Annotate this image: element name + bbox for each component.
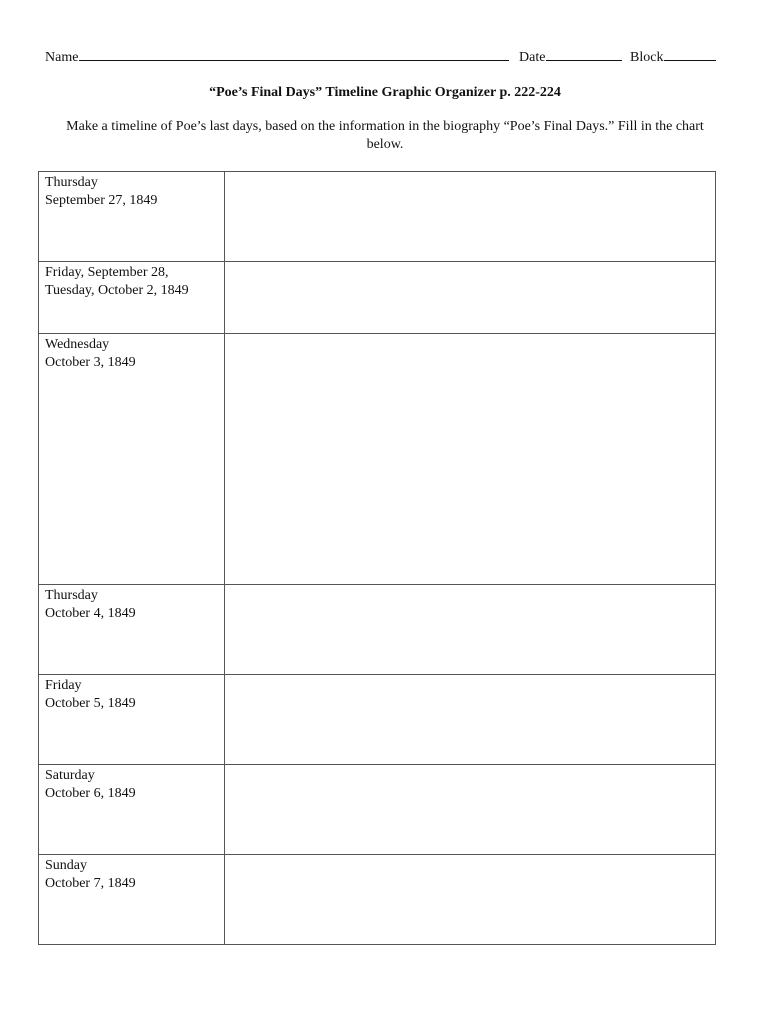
name-field[interactable]: [45, 46, 509, 68]
date-line-1: Thursday: [45, 175, 98, 190]
timeline-row: [39, 172, 716, 262]
date-line-1: Friday: [45, 678, 82, 693]
date-cell: [39, 585, 225, 675]
date-cell: [39, 765, 225, 855]
date-line-1: Sunday: [45, 858, 87, 873]
block-label: Block: [630, 50, 664, 65]
date-cell: [39, 172, 225, 262]
date-line-2: October 4, 1849: [45, 606, 136, 621]
page-title: “Poe’s Final Days” Timeline Graphic Organizer p. 222-224: [209, 85, 561, 100]
date-line-1: Wednesday: [45, 337, 110, 352]
timeline-row: [39, 334, 716, 585]
entry-cell[interactable]: [225, 585, 716, 675]
instructions-text: Make a timeline of Poe’s last days, based on the information in the biography “Poe’s Final Days.” Fill in the chart below.: [66, 119, 704, 152]
date-line-1: Thursday: [45, 588, 98, 603]
entry-cell[interactable]: [225, 855, 716, 945]
timeline-row: [39, 585, 716, 675]
date-cell: [39, 262, 225, 334]
timeline-row: [39, 675, 716, 765]
entry-cell[interactable]: [225, 765, 716, 855]
date-blank-line[interactable]: [546, 46, 622, 61]
date-cell: [39, 675, 225, 765]
date-field[interactable]: [519, 46, 622, 68]
date-line-2: September 27, 1849: [45, 193, 158, 208]
name-blank-line[interactable]: [79, 46, 509, 61]
name-label: Name: [45, 50, 79, 65]
timeline-table: [38, 171, 716, 945]
timeline-row: [39, 262, 716, 334]
block-blank-line[interactable]: [664, 46, 716, 61]
date-line-2: October 5, 1849: [45, 696, 136, 711]
date-line-1: Friday, September 28,: [45, 265, 169, 280]
timeline-row: [39, 855, 716, 945]
date-cell: [39, 334, 225, 585]
date-line-2: October 7, 1849: [45, 876, 136, 891]
date-line-2: October 3, 1849: [45, 355, 136, 370]
entry-cell[interactable]: [225, 334, 716, 585]
student-info-header: [45, 46, 720, 66]
date-line-2: October 6, 1849: [45, 786, 136, 801]
entry-cell[interactable]: [225, 172, 716, 262]
entry-cell[interactable]: [225, 675, 716, 765]
date-label: Date: [519, 50, 546, 65]
block-field[interactable]: [630, 46, 716, 68]
date-cell: [39, 855, 225, 945]
timeline-row: [39, 765, 716, 855]
entry-cell[interactable]: [225, 262, 716, 334]
date-line-2: Tuesday, October 2, 1849: [45, 283, 189, 298]
date-line-1: Saturday: [45, 768, 95, 783]
